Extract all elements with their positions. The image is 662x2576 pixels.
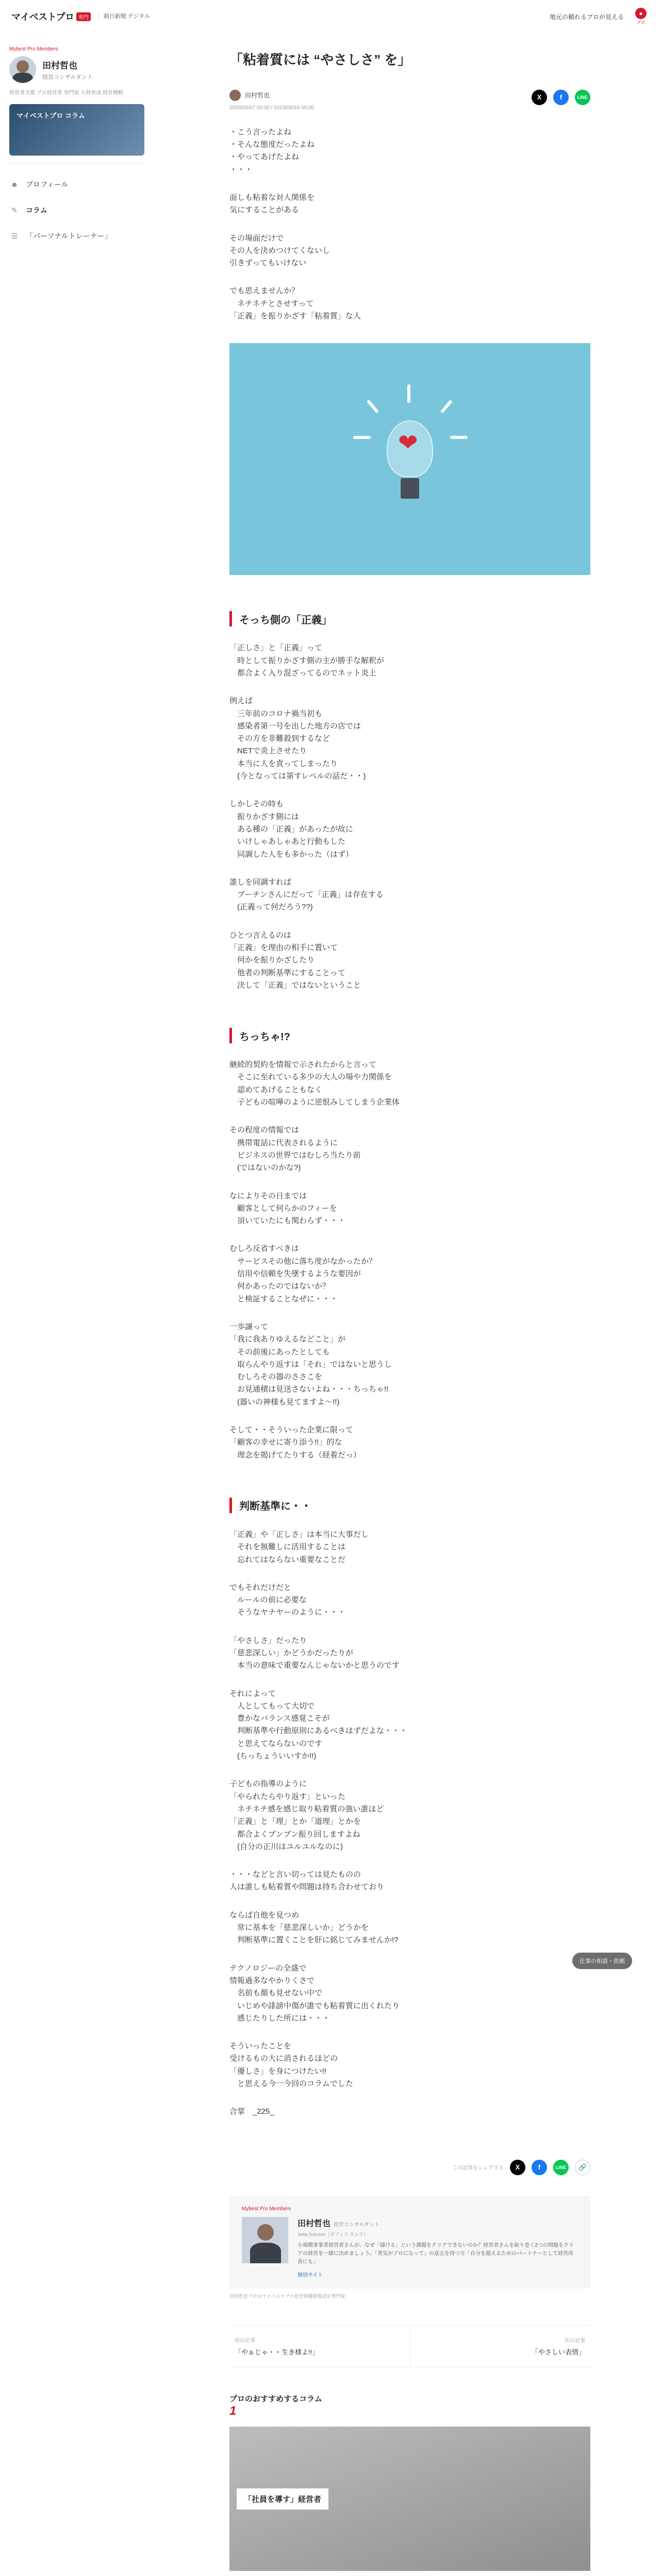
sidebar [9, 46, 144, 249]
text-line: (正義って何だろう??) [229, 903, 313, 912]
text-line: お見通積は見送さないよね・・・ちっちゃ!! [229, 1385, 389, 1394]
sidebar-item-label: コラム [26, 206, 47, 214]
author-box [229, 2196, 590, 2289]
paragraph [229, 285, 590, 323]
text-line: ・そんな態度だったよね [229, 140, 315, 149]
light-ray [367, 400, 379, 414]
text-line: その場面だけで [229, 233, 284, 243]
paragraph [229, 798, 590, 860]
sidebar-tag: Mybest Pro Members [9, 46, 59, 52]
text-line: ひとつ言えるのは [229, 930, 291, 940]
sidebar-item-category[interactable] [9, 223, 144, 249]
byline [229, 90, 532, 111]
text-line: 携帯電話に代表されるように [229, 1138, 338, 1147]
text-line: 頂いていたにも関わらず・・・ [229, 1216, 346, 1226]
author-line[interactable] [229, 90, 532, 101]
disclaimer: 田村哲也プロはマイベストプロ経営体験情報認定専門家 [229, 2293, 345, 2299]
text-line: 常に基本を「慈悲深しいか」どうかを [229, 1923, 369, 1933]
text-line: 気にすることがある [229, 206, 300, 215]
section-heading: そっち側の「正義」 [229, 611, 590, 626]
line-share-button[interactable]: LINE [575, 90, 590, 105]
avatar[interactable] [242, 2217, 288, 2263]
text-line: ビジネスの世界ではむしろ当たり前 [229, 1150, 361, 1160]
text-line: ・やってあげたよね [229, 152, 300, 162]
text-line: ルールの前に必要な [229, 1596, 307, 1605]
text-line: 何かあったのではないか？ [229, 1282, 330, 1291]
publish-dates: 2023/05/07 00:00 / 2023/05/16 00:00 [229, 105, 315, 111]
text-line: 振りかざす側には [229, 812, 300, 821]
next-title: 「やさしい表情」 [531, 2348, 585, 2356]
prev-article-link[interactable] [229, 2326, 410, 2367]
site-logo[interactable]: マイベストプロ [11, 12, 74, 22]
text-line: その前後にあったとしても [229, 1347, 330, 1357]
share-prompt: この記事をシェアする [452, 2165, 504, 2172]
recommended-heading: プロのおすすめするコラム [229, 2394, 323, 2403]
text-line: 他者の判断基準にすることって [229, 968, 345, 977]
header-user-button[interactable] [631, 7, 651, 26]
text-line: と思えてならないのです [229, 1739, 323, 1748]
paragraph [229, 1190, 590, 1228]
author-site-link[interactable]: 個別サイト [297, 2272, 323, 2278]
text-line: でも思えませんか？ [229, 286, 300, 296]
paragraph [229, 1059, 590, 1109]
x-share-button[interactable]: X [510, 2160, 525, 2175]
paragraph [229, 1529, 590, 1566]
text-line: 判断基準に置くことを肝に銘じてみませんか!? [229, 1936, 399, 1945]
paragraph [229, 1909, 590, 1947]
text-line: それを無難しに活用することは [229, 1543, 346, 1552]
text-line: 決して「正義」ではないということ [229, 980, 361, 990]
signoff: 合掌 _225_ [229, 2107, 274, 2116]
recommended-thumbnail [229, 2427, 590, 2571]
light-ray [440, 400, 453, 414]
avatar [9, 56, 36, 83]
section-heading: 判断基準に・・ [229, 1498, 590, 1513]
author-box-tag: Mybest Pro Members [242, 2206, 291, 2212]
section-body [229, 1529, 590, 2090]
text-line: 継続的契約を情報で示されたからと言って [229, 1060, 377, 1070]
paragraph [229, 1243, 590, 1305]
pen-icon: ✎ [11, 206, 18, 214]
text-line: 時として振りかざす側の主が勝手な解釈が [229, 656, 385, 665]
text-line: 顧客として何らかのフィーを [229, 1204, 337, 1213]
paragraph [229, 1321, 590, 1409]
paragraph [229, 642, 590, 680]
article-sections [229, 611, 590, 2090]
text-line: ネチネチとさせすって [229, 299, 314, 308]
text-line: そうなヤナヤーのように・・・ [229, 1608, 346, 1617]
sidebar-item-profile[interactable] [9, 172, 144, 197]
facebook-share-button[interactable]: f [553, 90, 569, 105]
text-line: ある種の「正義」があったが故に [229, 824, 353, 834]
text-line: 本当に人を責ってしまったり [229, 759, 338, 768]
text-line: 「顧客の幸せに寄り添う!!」的な [229, 1438, 342, 1447]
paragraph [229, 1124, 590, 1174]
author-name: 田村哲也 [245, 92, 270, 99]
author-box-name[interactable] [297, 2217, 578, 2229]
text-line: 都合よく入り混ざってるのでネット炎上 [229, 668, 377, 677]
consult-float-button[interactable]: 仕事の相談・依頼 [572, 1953, 632, 1969]
light-ray [353, 436, 371, 439]
lightbulb-base [401, 478, 419, 499]
author-box-name-text: 田村哲也 [297, 2219, 331, 2228]
recommended-title: 「社員を導す」経営者 [237, 2488, 328, 2510]
paragraph [229, 1778, 590, 1853]
paragraph [229, 1424, 590, 1462]
text-line: 子どもの喧嘩のように逆恨みしてしまう企業体 [229, 1098, 400, 1107]
text-line: 「正しさ」と「正義」って [229, 643, 323, 653]
section-body [229, 642, 590, 992]
text-line: 「我に我ありゆえるなどこと」が [229, 1335, 346, 1344]
author-box-meta: Jetta Solution（オフィス タムラ） [297, 2231, 369, 2237]
text-line: 本当の意味で重要なんじゃないかと思うのです [229, 1661, 400, 1670]
article-pager [229, 2325, 590, 2367]
text-line: 「やさしさ」だったり [229, 1636, 307, 1645]
hero-image [229, 343, 590, 575]
light-ray [407, 384, 410, 403]
text-line: でもそれだけだと [229, 1583, 292, 1592]
text-line: むしろ反省すべきは [229, 1244, 299, 1253]
paragraph [229, 876, 590, 914]
text-line: 子どもの指導のように [229, 1780, 307, 1789]
text-line: 同調した人をも多かった（はず） [229, 850, 354, 859]
text-line: 「正義」を理由の相手に置いて [229, 943, 338, 952]
text-line: それによって [229, 1689, 276, 1698]
sidebar-nav [9, 172, 144, 249]
sidebar-item-column[interactable] [9, 197, 144, 223]
partner-logo[interactable]: 朝日新聞 デジタル [98, 13, 150, 20]
site-header [0, 0, 662, 33]
text-line: 三年前のコロナ禍当初も [229, 709, 323, 718]
page-title: 「粘着質には “やさしさ” を」 [229, 52, 411, 67]
text-line: 引きずってもいけない [229, 259, 307, 268]
avatar [229, 90, 241, 101]
text-line: テクノロジーの全盛で [229, 1963, 307, 1973]
text-line: その程度の情報では [229, 1126, 300, 1135]
sidebar-desc: 経営者支援 プロ経営者 専門家 人材育成 経営戦略 [9, 90, 124, 96]
paragraph [229, 1962, 590, 2025]
article [229, 52, 590, 2576]
author-box-desc: 小規模事業者経営者さんが、なぜ「儲ける」という課題をクリアできないのか？経営者さんを取り巻く2つの問題をクリアの経営を一緒に決めましょう。「勇気がプロになって」の意志を持つ方「自分を超えるためのパートナーとして経営改善にも」 [297, 2242, 574, 2265]
heart-icon: ❤ [398, 429, 418, 456]
user-icon: ● [635, 8, 647, 19]
text-line: 忘れてはならない重要なことだ [229, 1555, 346, 1564]
text-line: (今となっては第すレベルの話だ・・) [229, 772, 366, 781]
text-line: サービスその他に落ち度がなかったか？ [229, 1257, 377, 1266]
text-line: 「優しさ」を身につけたい!! [229, 2066, 327, 2076]
text-line: 人としてもって大切で [229, 1701, 315, 1710]
text-line: ・・・などと言い切っては見たものの [229, 1870, 361, 1879]
light-ray [450, 436, 468, 439]
text-line: (ちっちょういいすか!!) [229, 1752, 317, 1761]
share-bottom [229, 2160, 590, 2175]
text-line: (器いの神様も見てますよ〜!!) [229, 1397, 340, 1406]
text-line: ブーチンさんにだって「正義」は存在する [229, 890, 384, 900]
text-line: 「やられたらやり返す」といった [229, 1792, 346, 1801]
text-line: 人は誰しも粘着質や問題は持ち合わせており [229, 1883, 385, 1892]
header-icon-label: プロ [636, 20, 646, 25]
text-line: そこに至れている多少の大人の場や力関係を [229, 1073, 392, 1082]
text-line: 「正義」と「理」とか「道理」とかを [229, 1817, 361, 1826]
section-heading: ちっちゃ!? [229, 1028, 590, 1043]
sidebar-profile-card [9, 46, 144, 163]
article-meta [229, 90, 590, 111]
text-line: ・こう言ったよね [229, 127, 292, 137]
sidebar-item-label: プロフィール [26, 180, 69, 189]
text-line: (自分の正川はユルユルなのに) [229, 1842, 343, 1851]
section-body [229, 1059, 590, 1462]
paragraph [229, 1582, 590, 1619]
recommended-item[interactable] [229, 2404, 590, 2571]
text-line: 一歩譲って [229, 1322, 269, 1331]
paragraph [229, 1635, 590, 1672]
prev-title: 「やぁじゃ・・生き様よ!!」 [235, 2348, 319, 2356]
paragraph [229, 1688, 590, 1763]
rank-number: 1 [229, 2403, 237, 2418]
text-line: ネチネチ感を感じ取り粘着質の強い誰ほど [229, 1804, 384, 1814]
text-line: 「正義」や「正しさ」は本当に大事だし [229, 1530, 369, 1539]
text-line: 誰しを同調すれば [229, 877, 292, 887]
text-line: 名前も顔も見せない中で [229, 1989, 323, 1998]
text-line: いけしゃあしゃあと行動もした [229, 837, 346, 846]
text-line: 判断基準や行動原則にあるべきはずだよな・・・ [229, 1726, 408, 1736]
author-box-role: 経営コンサルタント [334, 2222, 380, 2228]
list-icon: ☰ [11, 231, 18, 240]
next-article-link[interactable] [410, 2326, 591, 2367]
text-line: むしろその器のささこを [229, 1372, 323, 1382]
text-line: なによりその日までは [229, 1191, 307, 1200]
paragraph [229, 232, 590, 270]
text-line: 受けるもの大に消されるほどの [229, 2054, 338, 2063]
sidebar-banner[interactable]: マイベストプロ コラム [9, 104, 144, 156]
text-line: 認めてあげることもなく [229, 1085, 323, 1094]
text-line: そして・・そういった企業に限って [229, 1426, 354, 1435]
text-line: いじめや誹謗中傷が誰でも粘着質に出くれたり [229, 2001, 400, 2010]
text-line: と検証することなぜに・・・ [229, 1294, 338, 1303]
text-line: 「正義」を振りかざす「粘着質」な人 [229, 312, 361, 321]
facebook-share-button[interactable]: f [532, 2160, 547, 2175]
sidebar-role: 経営コンサルタント [42, 74, 93, 80]
paragraph [229, 126, 590, 176]
text-line: しかしその時も [229, 800, 284, 809]
text-line: NETで炎上させたり [229, 747, 307, 756]
text-line: ならば自他を見つめ [229, 1910, 300, 1920]
paragraph [229, 1869, 590, 1894]
header-nav-link[interactable]: 地元の頼れるプロが見える [549, 13, 624, 21]
link-copy-button[interactable]: 🔗 [575, 2160, 590, 2175]
paragraph [229, 192, 590, 217]
text-line: 信用や信頼を失墜するような要因が [229, 1269, 361, 1279]
sidebar-profile[interactable] [9, 56, 144, 83]
text-line: ・・・ [229, 165, 253, 174]
text-line: 何かを振りかざしたり [229, 956, 315, 965]
paragraph [229, 2040, 590, 2090]
person-icon: ☻ [10, 180, 19, 189]
logo-badge: 専門 [76, 12, 91, 21]
text-line: そういったことを [229, 2042, 292, 2051]
line-share-button[interactable]: LINE [553, 2160, 569, 2175]
text-line: (ではないのかな?) [229, 1163, 301, 1173]
share-top [532, 90, 590, 105]
author-box-row [242, 2217, 578, 2278]
article-intro [229, 126, 590, 323]
text-line: その方を非難殺到するなど [229, 734, 330, 743]
text-line: 都合よくブンブン振り回しますよね [229, 1829, 360, 1839]
header-right [550, 7, 651, 26]
next-label: 次の記事 [565, 2337, 585, 2344]
text-line: 面しも粘着な対人関係を [229, 193, 315, 202]
text-line: 感じたりした所には・・・ [229, 2013, 330, 2023]
text-line: 例えば [229, 697, 253, 706]
text-line: と思える今一今回のコラムでした [229, 2079, 353, 2088]
text-line: 情報過多なやかりくさで [229, 1976, 315, 1985]
text-line: その人を決めつけてくないし [229, 246, 330, 255]
sidebar-item-label: 「パーソナルトレーナー」 [26, 232, 112, 240]
paragraph [229, 695, 590, 783]
text-line: 「慈悲深しい」かどうかだったりが [229, 1648, 354, 1657]
sidebar-name: 田村哲也 [42, 61, 77, 71]
text-line: 豊かなバランス感覚こそが [229, 1714, 330, 1723]
text-line: 理念を掲げてたりする（経着だっ） [229, 1450, 361, 1460]
x-share-button[interactable]: X [532, 90, 547, 105]
prev-label: 前の記事 [235, 2337, 255, 2344]
text-line: 取らんやり返すは「それ」ではないと思うし [229, 1360, 392, 1369]
paragraph [229, 929, 590, 992]
text-line: 感染者第一号を出した地方の店では [229, 721, 361, 731]
